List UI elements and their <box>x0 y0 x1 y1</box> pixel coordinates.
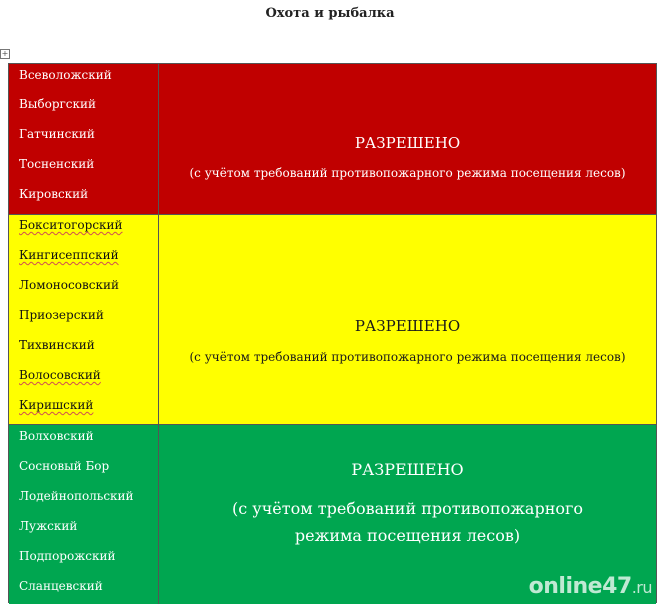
watermark-tld: .ru <box>631 578 652 597</box>
zone-green-note-line1: (с учётом требований противопожарного <box>231 499 584 518</box>
page-title: Охота и рыбалка <box>265 6 395 21</box>
district-name: Всеволожский <box>19 68 112 82</box>
zones-table <box>8 63 657 603</box>
zone-yellow-status-cell <box>159 215 656 424</box>
zone-green-status: РАЗРЕШЕНО <box>351 460 464 479</box>
zone-yellow-row <box>9 215 656 425</box>
district-name: Сосновый Бор <box>19 459 110 473</box>
zone-red-status: РАЗРЕШЕНО <box>354 134 461 152</box>
district-name: Кировский <box>19 187 89 201</box>
zone-yellow-status: РАЗРЕШЕНО <box>354 317 461 335</box>
zone-yellow-note: (с учётом требований противопожарного режима посещения лесов) <box>189 350 626 364</box>
district-name: Сланцевский <box>19 579 103 593</box>
zone-green-note-line2: режима посещения лесов) <box>294 526 521 545</box>
zone-red-note: (с учётом требований противопожарного режима посещения лесов) <box>189 166 626 180</box>
district-name: Подпорожский <box>19 549 116 563</box>
district-name: Волховский <box>19 429 94 443</box>
zone-red-status-cell <box>159 64 656 214</box>
zone-green-districts <box>9 425 159 604</box>
watermark-logo <box>529 574 652 599</box>
district-name: Волосовский <box>19 368 101 382</box>
zone-red-districts <box>9 64 159 214</box>
district-name: Тихвинский <box>19 338 95 352</box>
district-name: Гатчинский <box>19 127 95 141</box>
district-name: Тосненский <box>19 157 95 171</box>
district-name: Бокситогорский <box>19 218 123 232</box>
zone-yellow-districts <box>9 215 159 424</box>
district-name: Выборгский <box>19 97 97 111</box>
table-move-handle-icon[interactable]: + <box>1 49 9 58</box>
district-name: Ломоносовский <box>19 278 119 292</box>
watermark-brand: online47 <box>528 574 632 599</box>
district-name: Кингисеппский <box>19 248 119 262</box>
district-name: Приозерский <box>19 308 104 322</box>
district-name: Лодейнопольский <box>19 489 134 503</box>
zone-red-row <box>9 64 656 215</box>
district-name: Киришский <box>19 398 94 412</box>
district-name: Лужский <box>19 519 78 533</box>
